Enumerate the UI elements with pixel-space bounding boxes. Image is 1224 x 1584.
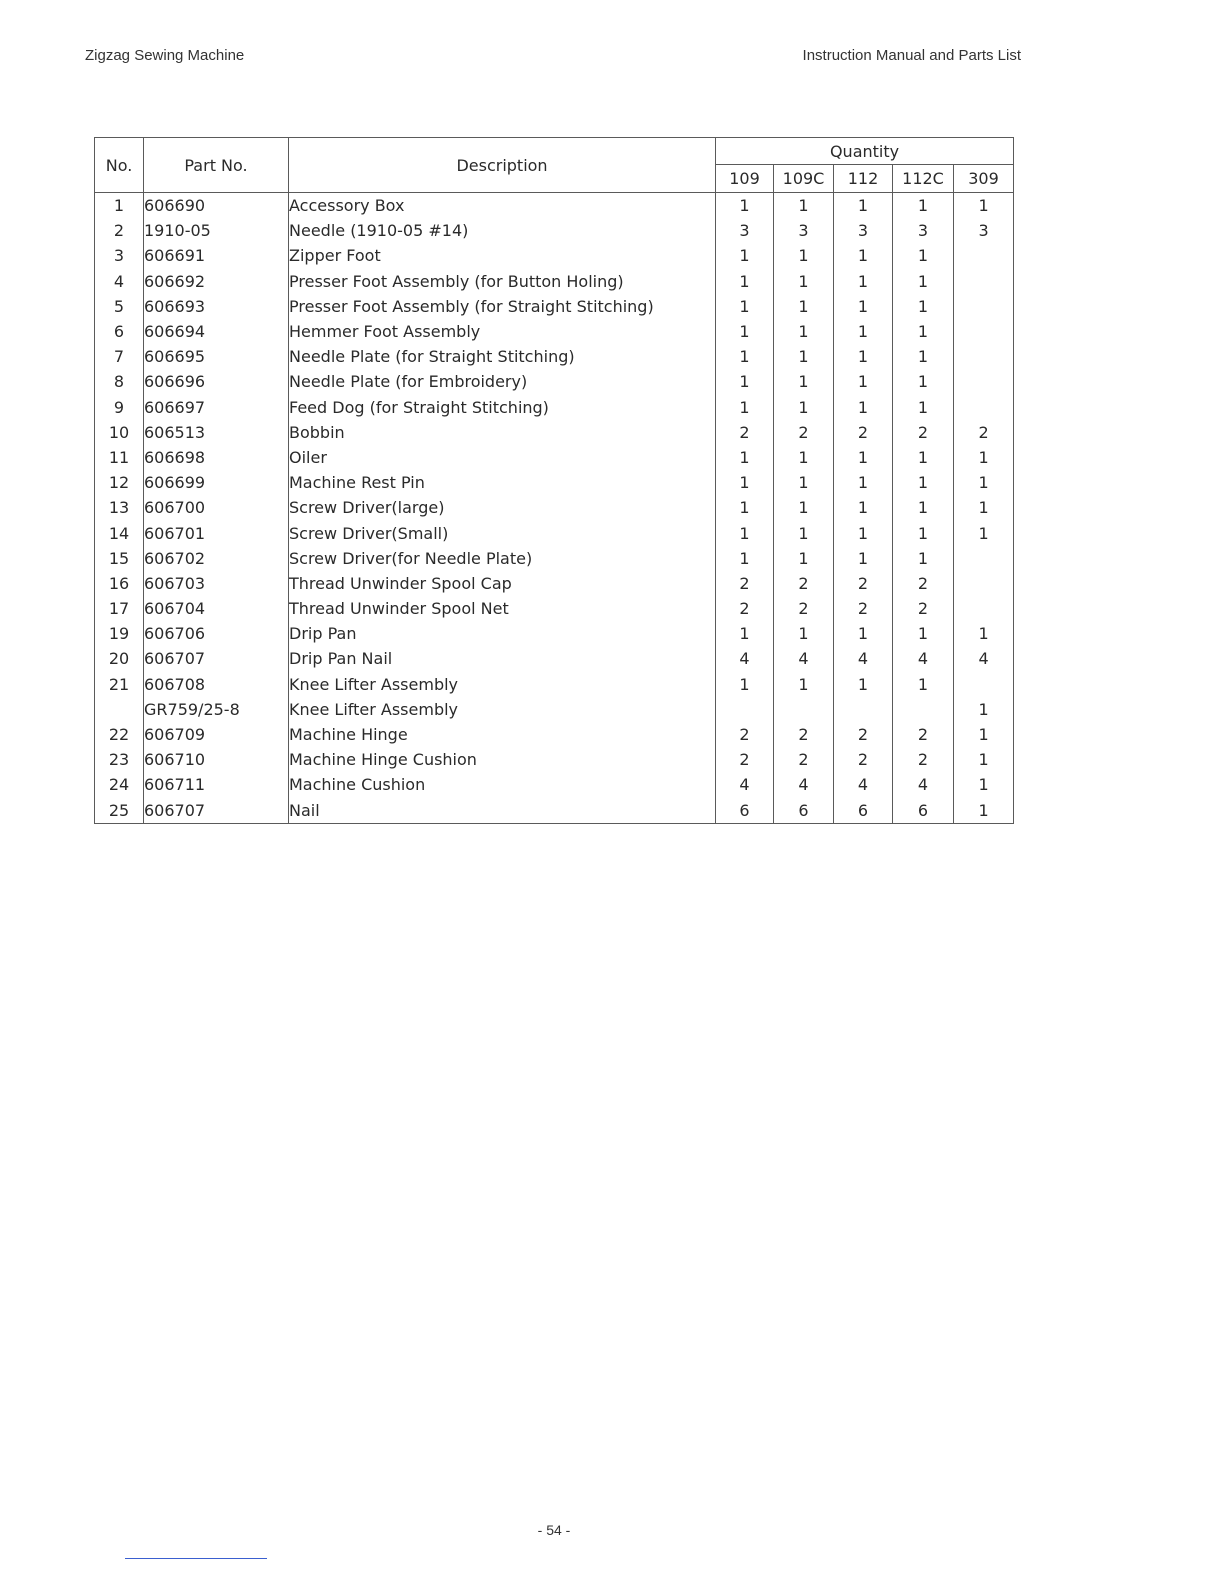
cell-part-no: 606691 [144,243,289,268]
cell-quantity: 2 [954,420,1014,445]
cell-quantity [954,344,1014,369]
cell-quantity: 4 [834,646,893,671]
cell-quantity: 2 [774,420,834,445]
cell-part-no: 606698 [144,445,289,470]
cell-quantity: 1 [716,546,774,571]
cell-quantity: 1 [834,445,893,470]
cell-part-no: 606707 [144,646,289,671]
cell-description: Bobbin [289,420,716,445]
cell-no: 24 [95,772,144,797]
table-row [95,495,1014,520]
cell-no: 5 [95,294,144,319]
cell-quantity: 1 [893,546,954,571]
cell-quantity: 2 [834,722,893,747]
cell-part-no: 606692 [144,269,289,294]
cell-part-no: 606703 [144,571,289,596]
cell-quantity: 1 [774,193,834,219]
cell-quantity: 2 [716,420,774,445]
cell-quantity: 1 [716,319,774,344]
cell-part-no: 606702 [144,546,289,571]
cell-quantity [954,395,1014,420]
table-row [95,445,1014,470]
cell-quantity: 1 [716,294,774,319]
cell-quantity: 2 [893,420,954,445]
cell-quantity: 1 [774,520,834,545]
cell-part-no: 606710 [144,747,289,772]
cell-description: Needle (1910-05 #14) [289,218,716,243]
cell-quantity: 4 [774,646,834,671]
table-row [95,596,1014,621]
cell-quantity: 4 [716,772,774,797]
cell-no: 3 [95,243,144,268]
cell-description: Thread Unwinder Spool Net [289,596,716,621]
cell-quantity: 1 [954,495,1014,520]
table-row [95,218,1014,243]
cell-quantity: 3 [834,218,893,243]
cell-description: Machine Cushion [289,772,716,797]
cell-description: Screw Driver(large) [289,495,716,520]
cell-no: 1 [95,193,144,219]
cell-quantity: 1 [954,445,1014,470]
table-row [95,369,1014,394]
cell-part-no: 1910-05 [144,218,289,243]
cell-part-no: 606696 [144,369,289,394]
header-subtitle: Instruction Manual and Parts List [802,47,1021,64]
cell-quantity: 1 [774,319,834,344]
cell-quantity [954,369,1014,394]
col-header-model: 309 [954,165,1014,193]
cell-quantity: 1 [834,243,893,268]
cell-quantity: 4 [954,646,1014,671]
cell-quantity: 1 [834,344,893,369]
col-header-part-no: Part No. [144,138,289,193]
cell-part-no: 606697 [144,395,289,420]
cell-quantity: 1 [834,395,893,420]
cell-description: Nail [289,798,716,824]
cell-part-no: 606708 [144,672,289,697]
cell-no: 6 [95,319,144,344]
cell-quantity: 1 [716,672,774,697]
cell-description: Screw Driver(for Needle Plate) [289,546,716,571]
cell-quantity: 1 [716,470,774,495]
cell-quantity: 1 [893,344,954,369]
cell-part-no: 606695 [144,344,289,369]
table-row [95,571,1014,596]
cell-no: 20 [95,646,144,671]
cell-quantity: 2 [774,571,834,596]
table-row [95,294,1014,319]
cell-description: Needle Plate (for Embroidery) [289,369,716,394]
cell-quantity: 1 [834,470,893,495]
cell-quantity: 2 [893,571,954,596]
cell-no: 8 [95,369,144,394]
cell-description: Accessory Box [289,193,716,219]
cell-quantity: 1 [834,269,893,294]
cell-quantity: 1 [774,470,834,495]
cell-quantity: 1 [774,369,834,394]
cell-part-no: 606700 [144,495,289,520]
cell-quantity: 6 [834,798,893,824]
cell-quantity: 2 [893,596,954,621]
footer-divider [125,1558,267,1559]
cell-quantity: 1 [834,294,893,319]
cell-part-no: 606513 [144,420,289,445]
cell-quantity: 3 [716,218,774,243]
cell-quantity: 1 [774,395,834,420]
table-row [95,646,1014,671]
cell-quantity: 1 [954,470,1014,495]
cell-quantity [954,294,1014,319]
cell-quantity: 1 [893,445,954,470]
cell-quantity: 1 [893,672,954,697]
cell-quantity: 1 [716,445,774,470]
cell-quantity: 2 [834,747,893,772]
cell-no: 25 [95,798,144,824]
cell-part-no: 606706 [144,621,289,646]
table-row [95,470,1014,495]
table-row [95,546,1014,571]
cell-quantity: 1 [893,369,954,394]
cell-no: 4 [95,269,144,294]
col-header-model: 112 [834,165,893,193]
cell-quantity: 1 [834,546,893,571]
table-row [95,193,1014,219]
cell-quantity: 1 [834,369,893,394]
table-row [95,798,1014,824]
table-row [95,621,1014,646]
cell-quantity: 4 [893,772,954,797]
cell-quantity: 6 [716,798,774,824]
cell-no: 14 [95,520,144,545]
table-row [95,243,1014,268]
cell-quantity: 1 [834,621,893,646]
cell-quantity: 1 [716,193,774,219]
cell-quantity: 1 [834,495,893,520]
cell-no: 23 [95,747,144,772]
cell-part-no: GR759/25-8 [144,697,289,722]
cell-quantity: 2 [716,571,774,596]
cell-quantity: 2 [716,722,774,747]
cell-quantity: 1 [774,294,834,319]
cell-quantity: 1 [893,294,954,319]
cell-description: Screw Driver(Small) [289,520,716,545]
cell-quantity: 1 [834,672,893,697]
cell-part-no: 606711 [144,772,289,797]
cell-no: 17 [95,596,144,621]
cell-quantity: 1 [834,520,893,545]
cell-quantity: 4 [834,772,893,797]
cell-quantity: 2 [893,747,954,772]
table-header [95,138,1014,193]
cell-quantity [954,319,1014,344]
cell-quantity: 1 [954,520,1014,545]
cell-quantity: 2 [834,596,893,621]
cell-part-no: 606704 [144,596,289,621]
cell-description: Drip Pan [289,621,716,646]
cell-quantity: 2 [716,596,774,621]
cell-quantity: 1 [834,319,893,344]
cell-quantity: 2 [716,747,774,772]
cell-quantity: 2 [834,571,893,596]
cell-quantity: 6 [893,798,954,824]
table-row [95,420,1014,445]
cell-quantity: 2 [774,722,834,747]
cell-description: Machine Rest Pin [289,470,716,495]
col-header-description: Description [289,138,716,193]
table-row [95,395,1014,420]
cell-no: 9 [95,395,144,420]
cell-quantity: 1 [954,193,1014,219]
cell-no: 11 [95,445,144,470]
table-row [95,722,1014,747]
cell-quantity [716,697,774,722]
cell-part-no: 606707 [144,798,289,824]
table-row [95,520,1014,545]
cell-quantity: 4 [716,646,774,671]
cell-quantity [954,243,1014,268]
cell-no: 13 [95,495,144,520]
table-row [95,672,1014,697]
cell-part-no: 606690 [144,193,289,219]
table-body [95,193,1014,824]
cell-description: Zipper Foot [289,243,716,268]
cell-quantity: 1 [893,470,954,495]
cell-quantity: 4 [893,646,954,671]
cell-description: Hemmer Foot Assembly [289,319,716,344]
cell-quantity: 3 [893,218,954,243]
cell-quantity: 1 [774,269,834,294]
cell-no: 21 [95,672,144,697]
cell-quantity: 1 [893,193,954,219]
cell-quantity: 1 [716,395,774,420]
cell-quantity [893,697,954,722]
cell-description: Knee Lifter Assembly [289,697,716,722]
cell-description: Presser Foot Assembly (for Button Holing) [289,269,716,294]
cell-part-no: 606693 [144,294,289,319]
cell-description: Feed Dog (for Straight Stitching) [289,395,716,420]
cell-description: Thread Unwinder Spool Cap [289,571,716,596]
cell-part-no: 606694 [144,319,289,344]
cell-description: Drip Pan Nail [289,646,716,671]
table-row [95,344,1014,369]
cell-description: Machine Hinge [289,722,716,747]
cell-quantity: 1 [893,495,954,520]
cell-quantity [774,697,834,722]
col-header-no: No. [95,138,144,193]
cell-no: 15 [95,546,144,571]
cell-quantity: 1 [893,243,954,268]
table-row [95,747,1014,772]
cell-quantity [954,269,1014,294]
col-header-model: 109C [774,165,834,193]
cell-quantity: 1 [716,269,774,294]
cell-quantity: 1 [774,672,834,697]
cell-no: 12 [95,470,144,495]
cell-quantity: 1 [716,495,774,520]
cell-quantity: 1 [954,772,1014,797]
col-header-model: 112C [893,165,954,193]
cell-quantity: 1 [834,193,893,219]
cell-quantity [954,672,1014,697]
cell-no: 10 [95,420,144,445]
cell-no: 19 [95,621,144,646]
cell-no: 2 [95,218,144,243]
cell-description: Presser Foot Assembly (for Straight Stitching) [289,294,716,319]
cell-quantity: 1 [716,344,774,369]
cell-quantity: 1 [716,520,774,545]
cell-part-no: 606701 [144,520,289,545]
cell-quantity: 1 [716,621,774,646]
table-row [95,772,1014,797]
table-row [95,697,1014,722]
cell-part-no: 606699 [144,470,289,495]
cell-quantity: 2 [834,420,893,445]
cell-quantity: 1 [893,395,954,420]
cell-quantity: 1 [774,243,834,268]
header-title: Zigzag Sewing Machine [85,47,245,64]
cell-quantity: 1 [954,697,1014,722]
cell-quantity: 1 [893,269,954,294]
col-header-quantity: Quantity [716,138,1014,165]
parts-table [94,137,1014,824]
cell-quantity: 2 [774,747,834,772]
cell-quantity: 2 [893,722,954,747]
col-header-model: 109 [716,165,774,193]
cell-quantity: 1 [774,495,834,520]
cell-quantity: 1 [774,621,834,646]
cell-quantity: 2 [774,596,834,621]
table-row [95,269,1014,294]
cell-no [95,697,144,722]
cell-quantity: 4 [774,772,834,797]
cell-quantity: 1 [774,445,834,470]
cell-quantity: 1 [954,722,1014,747]
cell-quantity [954,596,1014,621]
cell-quantity: 1 [716,243,774,268]
cell-quantity: 1 [893,520,954,545]
cell-no: 7 [95,344,144,369]
cell-quantity [954,571,1014,596]
cell-description: Needle Plate (for Straight Stitching) [289,344,716,369]
cell-quantity: 1 [893,319,954,344]
cell-quantity: 1 [954,747,1014,772]
cell-description: Knee Lifter Assembly [289,672,716,697]
cell-quantity: 1 [954,798,1014,824]
cell-quantity: 1 [893,621,954,646]
cell-description: Machine Hinge Cushion [289,747,716,772]
cell-no: 22 [95,722,144,747]
cell-quantity: 1 [954,621,1014,646]
cell-quantity: 1 [774,344,834,369]
cell-description: Oiler [289,445,716,470]
cell-quantity: 6 [774,798,834,824]
cell-part-no: 606709 [144,722,289,747]
cell-quantity [834,697,893,722]
cell-quantity: 3 [954,218,1014,243]
cell-no: 16 [95,571,144,596]
table-row [95,319,1014,344]
page-number: - 54 - [537,1522,571,1538]
cell-quantity: 1 [716,369,774,394]
cell-quantity: 3 [774,218,834,243]
cell-quantity: 1 [774,546,834,571]
cell-quantity [954,546,1014,571]
